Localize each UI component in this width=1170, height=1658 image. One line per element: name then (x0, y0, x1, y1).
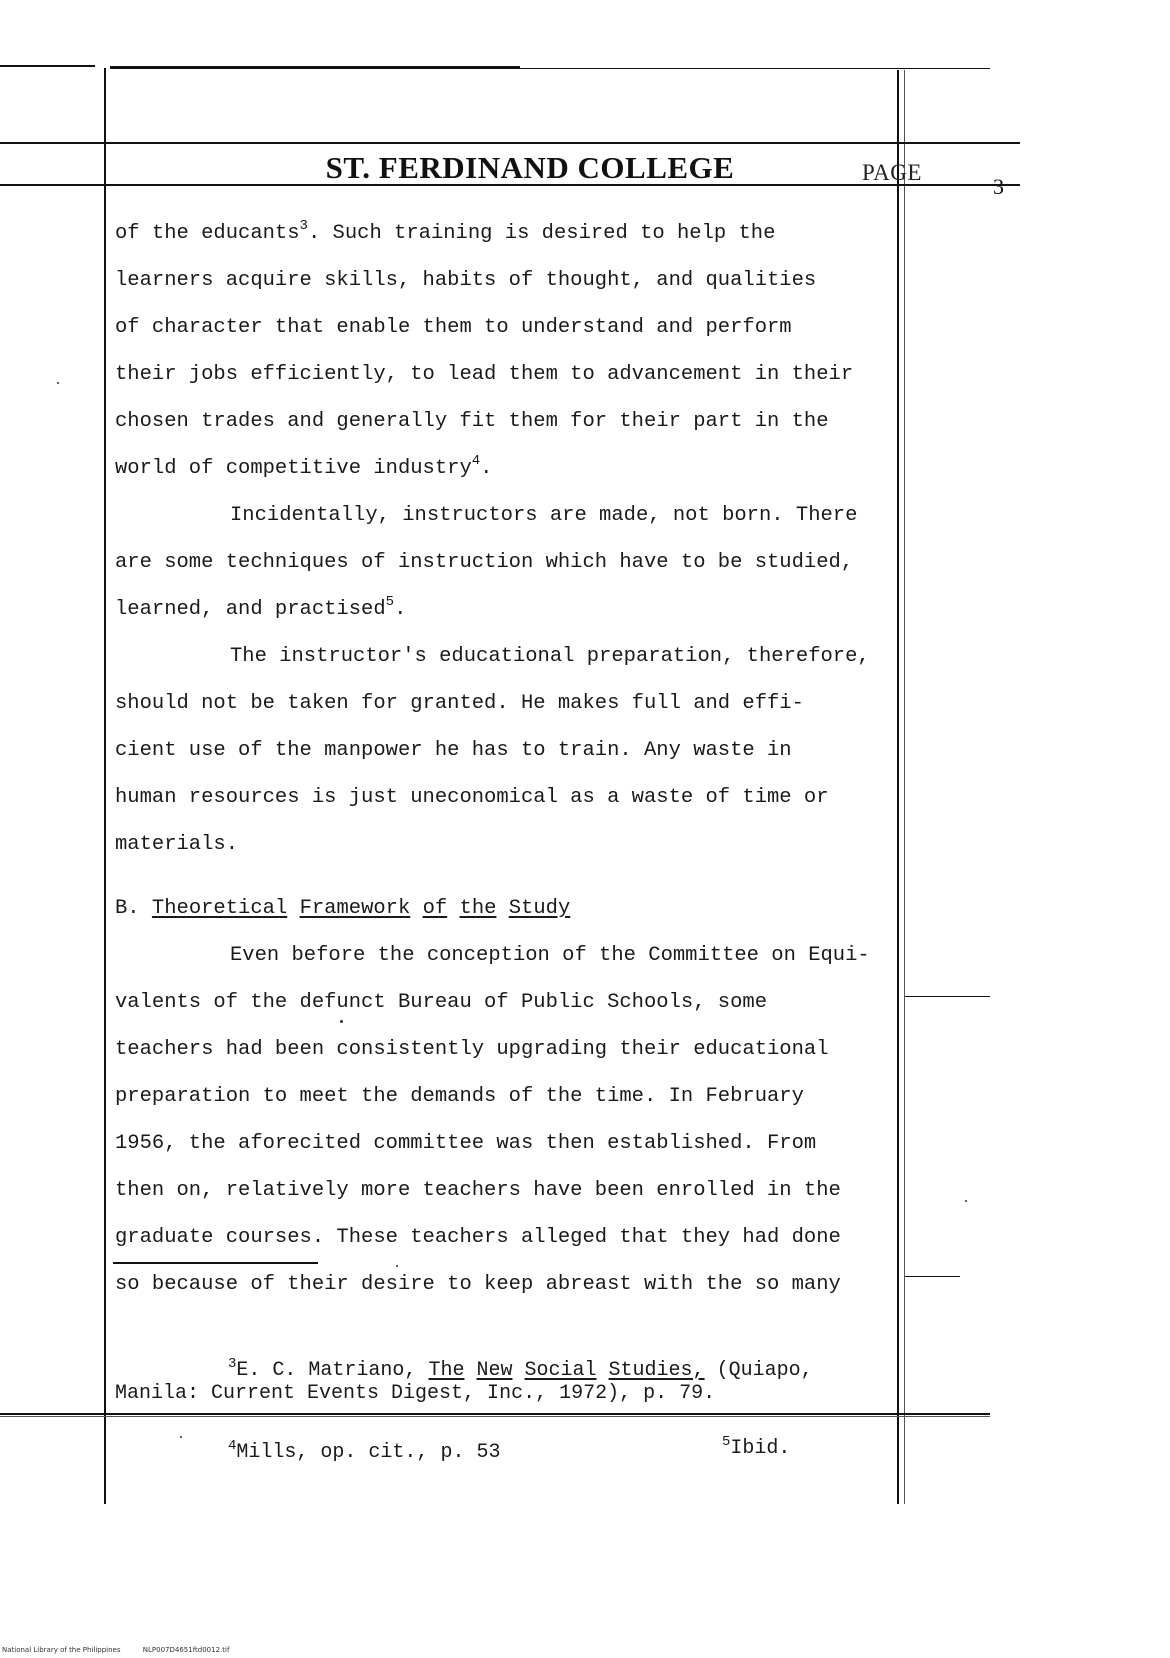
footnote-4: $^4$Mills, op. cit., p. 53 (228, 1438, 501, 1464)
bottom-rule (0, 1413, 990, 1415)
text-line: then on, relatively more teachers have been enrolled in the (115, 1179, 841, 1202)
text-line: of character that enable them to understand and perform (115, 316, 792, 339)
footnote-ref: 5 (385, 594, 395, 610)
left-margin-line (104, 68, 106, 1504)
top-rule-main (110, 66, 520, 69)
header-top-rule (0, 142, 1020, 144)
text-line: human resources is just uneconomical as a waste of time or (115, 786, 829, 809)
bottom-rule-2 (0, 1416, 990, 1417)
section-heading: B. Theoretical Framework of the Study (115, 897, 571, 920)
college-title: ST. FERDINAND COLLEGE (325, 150, 735, 185)
scan-speck (180, 1436, 182, 1438)
scan-speck (965, 1200, 967, 1202)
text-line: 1956, the aforecited committee was then established. From (115, 1132, 817, 1155)
text-line: learners acquire skills, habits of thought, and qualities (115, 269, 817, 292)
body-text (115, 210, 935, 1308)
text-line: of the educants$^3$. Such training is desired to help the (115, 218, 776, 245)
text-line: learned, and practised$^5$. (115, 594, 407, 621)
scan-speck (57, 382, 59, 384)
text-line: cient use of the manpower he has to train. Any waste in (115, 739, 792, 762)
text-line: The instructor's educational preparation, therefore, (230, 645, 870, 668)
footnote-3-line2: Manila: Current Events Digest, Inc., 1972), p. 79. (115, 1382, 716, 1405)
text-line: so because of their desire to keep abreast with the so many (115, 1273, 841, 1296)
text-line: world of competitive industry$^4$. (115, 453, 493, 480)
text-line: graduate courses. These teachers alleged that they had done (115, 1226, 841, 1249)
page-number: 3 (993, 174, 1004, 199)
text-line: teachers had been consistently upgrading their educational (115, 1038, 829, 1061)
text-line: Incidentally, instructors are made, not born. There (230, 504, 858, 527)
footnote-ref: 3 (299, 218, 308, 234)
page-label: PAGE (862, 160, 922, 185)
footnote-ref: 4 (471, 453, 481, 469)
text-line: chosen trades and generally fit them for their part in the (115, 410, 829, 433)
top-rule-right (520, 68, 990, 69)
text-line: valents of the defunct Bureau of Public Schools, some (115, 991, 768, 1014)
scan-speck (396, 1265, 398, 1267)
text-line: are some techniques of instruction which have to be studied, (115, 551, 854, 574)
footnote-3: $^3$E. C. Matriano, The New Social Studies, (Quiapo, (228, 1356, 813, 1382)
text-line: Even before the conception of the Committee on Equi- (230, 944, 870, 967)
text-line: preparation to meet the demands of the time. In February (115, 1085, 804, 1108)
footnote-5: $^5$Ibid. (722, 1434, 791, 1460)
text-line: should not be taken for granted. He makes full and effi- (115, 692, 804, 715)
scan-footer: National Library of the Philippines NLP007D4651ftd0012.tif (2, 1646, 230, 1654)
top-rule-left (0, 65, 95, 67)
text-line: materials. (115, 833, 239, 856)
text-line: their jobs efficiently, to lead them to advancement in their (115, 363, 854, 386)
scan-speck (340, 1020, 343, 1023)
